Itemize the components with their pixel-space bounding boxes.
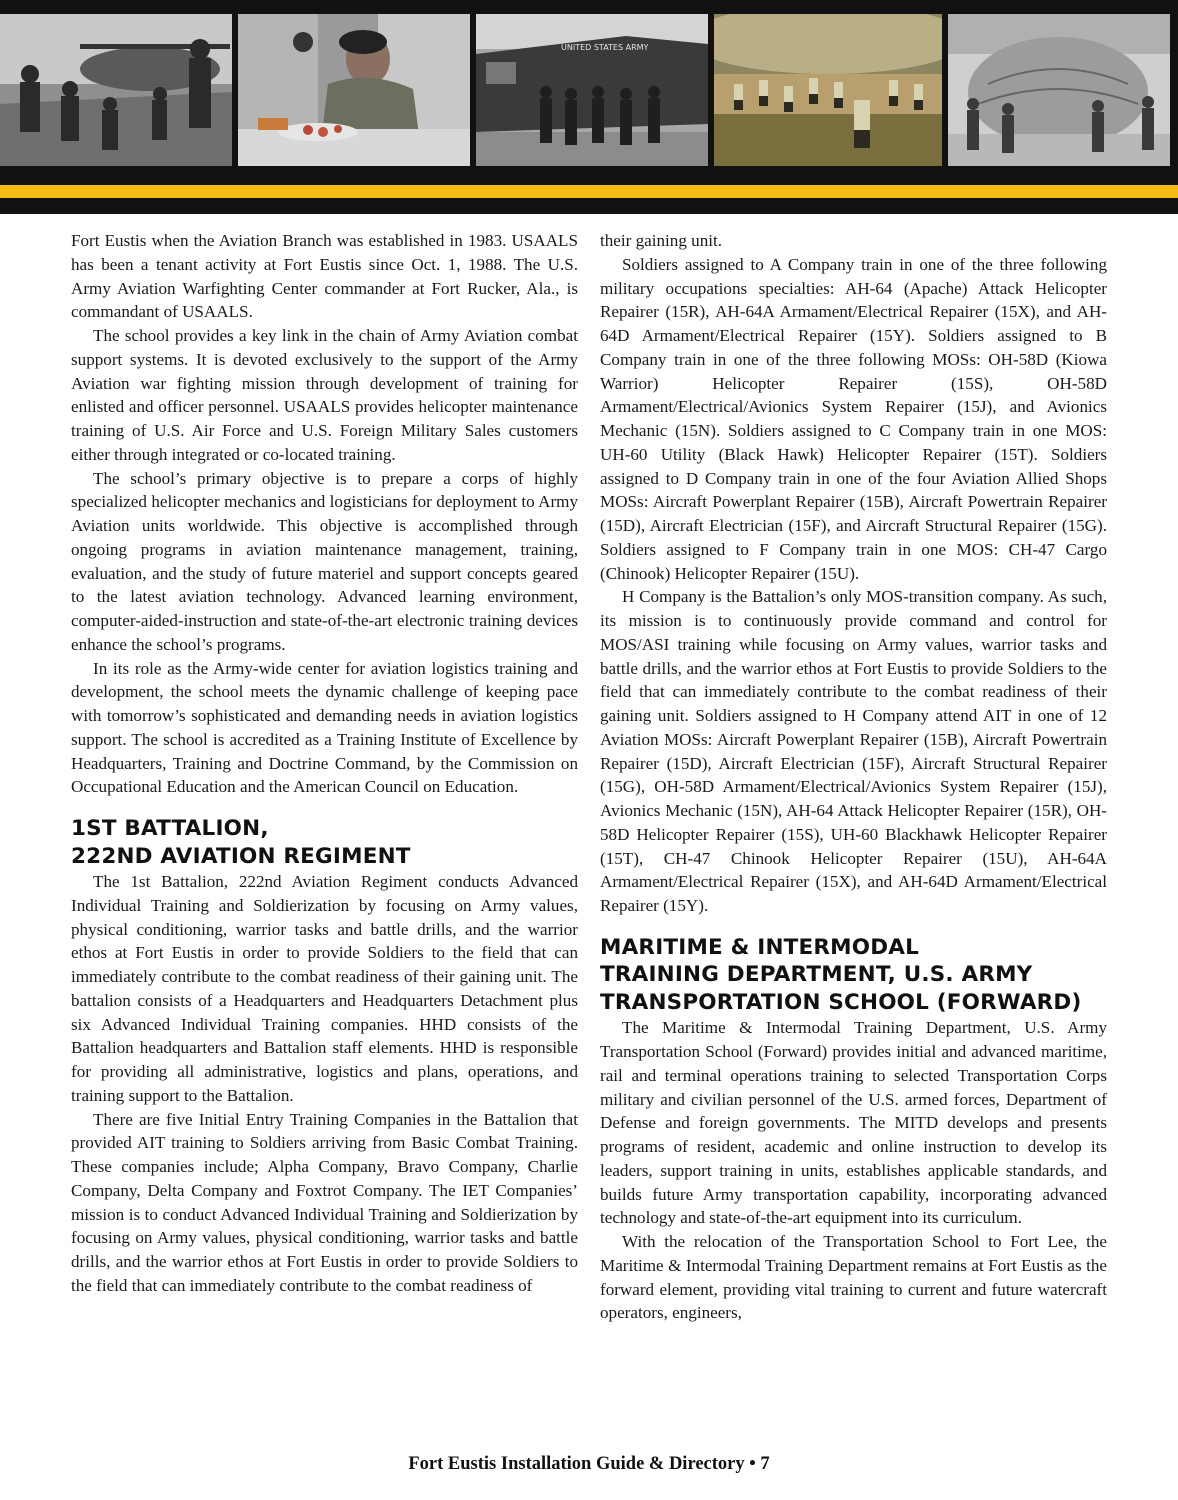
left-column	[71, 229, 578, 1298]
paragraph: With the relocation of the Transportation School to Fort Lee, the Maritime & Intermodal Training Department remains at Fort Eustis as the forward element, providing vital training to current and future watercraft operators, engineers,	[600, 1232, 1107, 1323]
paragraph: The school’s primary objective is to prepare a corps of highly specialized helicopter mechanics and logisticians for deployment to Army Aviation units worldwide. This objective is accomplished through ongoing programs in aviation maintenance management, training, evaluation, and the study of future materiel and support concepts geared to the latest aviation technology. Advanced learning environment, computer-aided-instruction and state-of-the-art electronic training devices enhance the school’s programs.	[71, 468, 578, 654]
locomotive-sign: UNITED STATES ARMY	[561, 43, 649, 52]
paragraph: Soldiers assigned to A Company train in one of the three following military occupations specialties: AH-64 (Apache) Attack Helicopter Repairer (15R), AH-64A Armament/Electrical Repairer (15X), and AH-64D Armament/Electrical Repairer (15Y). Soldiers assigned to B Company train in one of the three following MOSs: OH-58D (Kiowa Warrior) Helicopter Repairer (15S), OH-58D Armament/Electrical/Avionics System Repairer (15J), and Avionics Mechanic (15N). Soldiers assigned to C Company train in one MOS: UH-60 Utility (Black Hawk) Helicopter Repairer (15T). Soldiers assigned to D Company train in one of the four Aviation Allied Shops MOSs: Aircraft Powerplant Repairer (15B), Aircraft Powertrain Repairer (15D), Aircraft Electrician (15F), and Aircraft Structural Repairer (15G). Soldiers assigned to F Company train in one MOS: CH-47 Cargo (Chinook) Helicopter Repairer (15U).	[600, 254, 1107, 583]
soldier-cook-photo-icon	[238, 14, 470, 166]
header-banner	[0, 0, 1178, 214]
heading-line: MARITIME & INTERMODAL	[600, 934, 920, 960]
soldiers-helicopter-photo-icon	[0, 14, 232, 166]
section-heading-battalion	[71, 815, 578, 870]
paragraph: In its role as the Army-wide center for aviation logistics training and development, the school meets the dynamic challenge of keeping pace with tomorrow’s sophisticated and demanding needs in aviation logistics support. The school is accredited as a Training Institute of Excellence by Headquarters, Training and Doctrine Command, by the Commission on Occupational Education and the American Council on Education.	[71, 658, 578, 797]
paragraph: The 1st Battalion, 222nd Aviation Regiment conducts Advanced Individual Training and Soldierization by focusing on Army values, physical conditioning, warrior tasks and battle drills, and the warrior ethos at Fort Eustis in order to provide Soldiers to the field that can immediately contribute to the combat readiness of their gaining unit. The battalion consists of a Headquarters and Headquarters Detachment plus six Advanced Individual Training companies. HHD consists of the Battalion headquarters and Battalion staff elements. HHD is responsible for providing all administrative, logistics and plans, operations, and training support to the Battalion.	[71, 872, 578, 1105]
photo-strip	[0, 0, 1178, 166]
soldiers-running-photo-icon	[714, 14, 942, 166]
paragraph: Fort Eustis when the Aviation Branch was established in 1983. USAALS has been a tenant activity at Fort Eustis since Oct. 1, 1988. The U.S. Army Aviation Warfighting Center commander at Fort Rucker, Ala., is commandant of USAALS.	[71, 231, 578, 322]
right-column	[600, 229, 1107, 1325]
section-heading-maritime	[600, 934, 1107, 1017]
paragraph: There are five Initial Entry Training Companies in the Battalion that provided AIT training to Soldiers arriving from Basic Combat Training. These companies include; Alpha Company, Bravo Company, Charlie Company, Delta Company and Foxtrot Company. The IET Companies’ mission is to conduct Advanced Individual Training and Soldierization by focusing on Army values, physical conditioning, warrior tasks and battle drills, and the warrior ethos at Fort Eustis in order to provide Soldiers to the field that can immediately contribute to the combat readiness of	[71, 1109, 578, 1295]
heading-line: 1ST BATTALION,	[71, 816, 269, 841]
heading-line: 222ND AVIATION REGIMENT	[71, 843, 411, 869]
paragraph: their gaining unit.	[600, 231, 723, 250]
gold-accent-stripe	[0, 185, 1178, 198]
balloon-soldiers-photo-icon	[948, 14, 1170, 166]
paragraph: The school provides a key link in the chain of Army Aviation combat support systems. It is devoted exclusively to the support of the Army Aviation war fighting mission through development of training for enlisted and officer personnel. USAALS provides helicopter maintenance training of U.S. Air Force and U.S. Foreign Military Sales customers either through integrated or co-located training.	[71, 326, 578, 464]
locomotive-photo-icon	[476, 14, 708, 166]
heading-line: TRANSPORTATION SCHOOL (FORWARD)	[600, 989, 1082, 1015]
heading-line: TRAINING DEPARTMENT, U.S. ARMY	[600, 962, 1033, 988]
paragraph: The Maritime & Intermodal Training Department, U.S. Army Transportation School (Forward) provides initial and advanced maritime, rail and terminal operations training to selected Transportation Corps military and civilian personnel of the U.S. armed forces, Department of Defense and foreign governments. The MITD develops and presents programs of resident, academic and online instruction to develop its leaders, support training in units, establishes applicable standards, and builds future Army transportation capability, incorporating advanced technology and state-of-the-art equipment into its curriculum.	[600, 1018, 1107, 1228]
paragraph: H Company is the Battalion’s only MOS-transition company. As such, its mission is to continuously provide command and control for MOS/ASI training while focusing on Army values, warrior tasks and battle drills, and the warrior ethos at Fort Eustis to provide Soldiers to the field that can immediately contribute to the combat readiness of their gaining unit. Soldiers assigned to H Company attend AIT in one of 12 Aviation MOSs: Aircraft Powerplant Repairer (15B), Aircraft Powertrain Repairer (15D), Aircraft Electrician (15F), Aircraft Structural Repairer (15G), OH-58D Armament/Electrical/Avionics System Repairer (15J), Avionics Mechanic (15N), AH-64 Attack Helicopter Repairer (15R), OH-58D Helicopter Repairer (15S), UH-60 Blackhawk Helicopter Repairer (15T), CH-47 Chinook Helicopter Repairer (15U), AH-64A Armament/Electrical Repairer (15X), and AH-64D Armament/Electrical Repairer (15Y).	[600, 587, 1107, 915]
page-footer: Fort Eustis Installation Guide & Directory • 7	[408, 1454, 770, 1474]
